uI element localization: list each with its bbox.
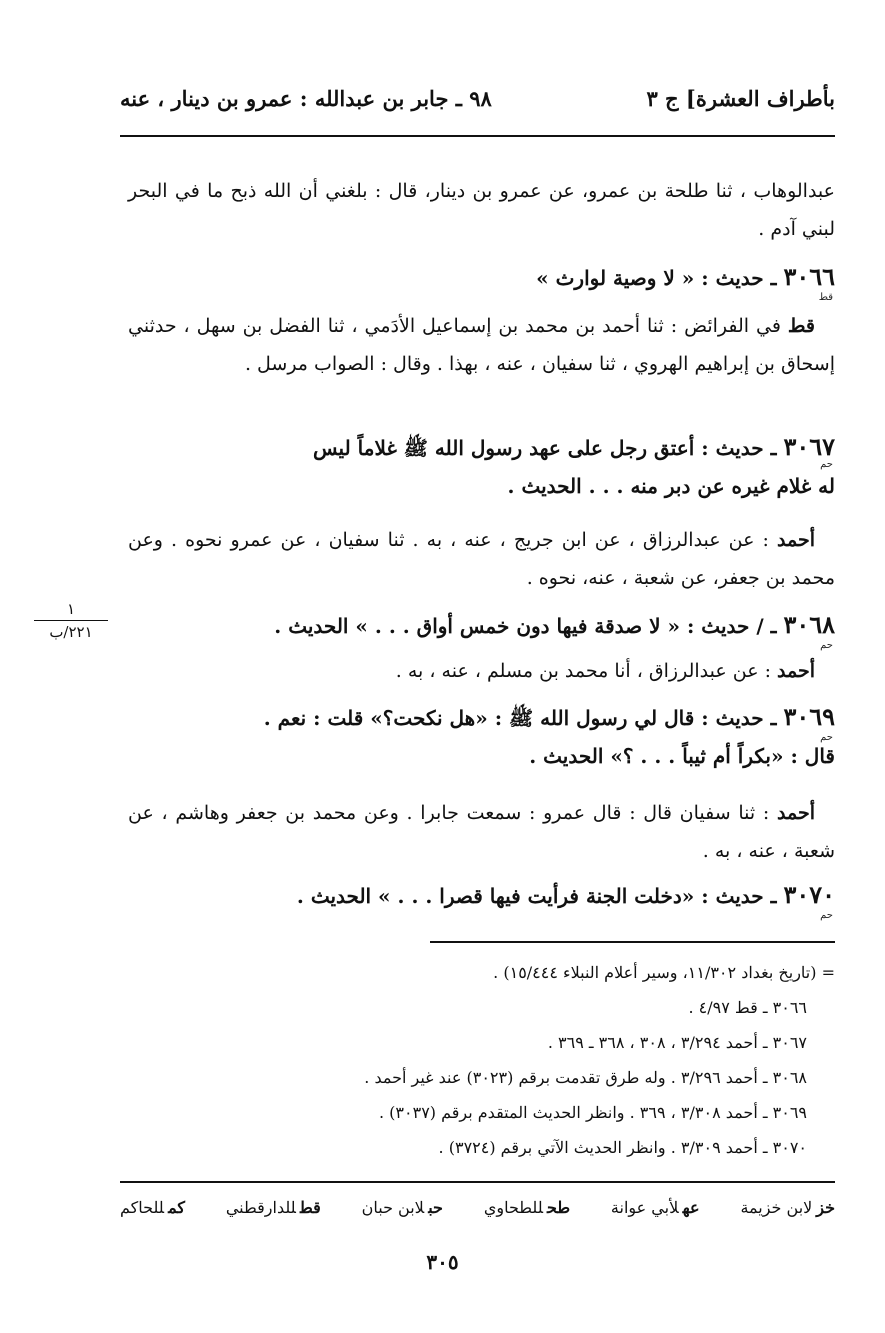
source-paragraph-3066 — [128, 307, 835, 383]
hadith-entry-3066 — [128, 258, 835, 297]
source-paragraph-3067 — [128, 521, 835, 597]
footnote-line: ٣٠٦٦ ـ قط ٤/٩٧ . — [688, 998, 807, 1017]
sigla-marker: حم — [820, 732, 833, 743]
abbreviation-item: عهلأبي عوانة — [610, 1198, 700, 1217]
abbreviation-item: حبلابن حبان — [361, 1198, 443, 1217]
footnote-line: ٣٠٦٧ ـ أحمد ٣/٢٩٤ ، ٣٠٨ ، ٣٦٨ ـ ٣٦٩ . — [547, 1033, 807, 1052]
margin-folio-reference: ٢٢١/ب — [49, 623, 93, 641]
sigla-marker: حم — [820, 910, 833, 921]
hadith-number: ٣٠٦٦ — [783, 262, 835, 291]
abbreviation-item: خزلابن خزيمة — [740, 1198, 835, 1217]
hadith-entry-3069 — [128, 698, 835, 775]
sigla-marker: حم — [820, 640, 833, 651]
source-text: في الفرائض : ثنا أحمد بن محمد بن إسماعيل الأدَمي ، ثنا الفضل بن سهل ، حدثني إسحاق بن إبراهيم الهروي ، ثنا سفيان ، عنه ، بهذا . وقال : الصواب مرسل . — [128, 315, 835, 375]
hadith-title: ـ حديث : أعتق رجل على عهد رسول الله ﷺ غلاماً ليس — [313, 436, 777, 460]
abbreviation-item: قطللدارقطني — [225, 1198, 321, 1217]
source-text: : عن عبدالرزاق ، أنا محمد بن مسلم ، عنه ، به . — [395, 660, 778, 682]
hadith-title: ـ / حديث : « لا صدقة فيها دون خمس أواق . . . » الحديث . — [274, 614, 777, 638]
header-rule — [120, 135, 835, 137]
footnote-line: ٣٠٧٠ ـ أحمد ٣/٣٠٩ . وانظر الحديث الآتي برقم (٣٧٢٤) . — [438, 1138, 807, 1157]
source-text: : عن عبدالرزاق ، عن ابن جريج ، عنه ، به . ثنا سفيان ، عن عمرو نحوه . وعن محمد بن جعفر، عن شعبة ، عنه، نحوه . — [128, 529, 835, 589]
source-label: أحمد — [777, 802, 815, 824]
hadith-entry-3067 — [128, 428, 835, 505]
margin-folio-number: ١ — [34, 600, 108, 621]
running-head-chapter: ٩٨ ـ جابر بن عبدالله : عمرو بن دينار ، عنه — [120, 86, 492, 111]
abbreviations-key — [120, 1198, 835, 1217]
footnote-line: ٣٠٦٩ ـ أحمد ٣/٣٠٨ ، ٣٦٩ . وانظر الحديث المتقدم برقم (٣٠٣٧) . — [378, 1103, 807, 1122]
footnote-rule — [430, 941, 835, 943]
footnotes — [195, 955, 835, 1165]
margin-folio-note — [34, 600, 108, 641]
abbreviation-item: طحللطحاوي — [483, 1198, 571, 1217]
sigla-marker: حم — [820, 459, 833, 470]
source-paragraph-3069 — [128, 794, 835, 870]
abbreviations-rule — [120, 1181, 835, 1183]
abbreviation-item: كمللحاكم — [120, 1198, 185, 1217]
source-label: قط — [787, 315, 815, 337]
hadith-number: ٣٠٦٧ — [783, 432, 835, 461]
hadith-title-continuation: له غلام غيره عن دبر منه . . . الحديث . — [507, 474, 835, 498]
page-number: ٣٠٥ — [426, 1250, 459, 1274]
source-label: أحمد — [777, 660, 815, 682]
hadith-entry-3068 — [128, 606, 835, 645]
footnote-line: = (تاريخ بغداد ١١/٣٠٢، وسير أعلام النبلاء ١٥/٤٤٤) . — [493, 963, 835, 982]
hadith-title: ـ حديث : «دخلت الجنة فرأيت فيها قصرا . . . » الحديث . — [296, 884, 777, 908]
source-text: : ثنا سفيان قال : قال عمرو : سمعت جابرا . وعن محمد بن جعفر وهاشم ، عن شعبة ، عنه ، به . — [128, 802, 835, 862]
hadith-title-continuation: قال : «بكراً أم ثيباً . . . ؟» الحديث . — [529, 744, 835, 768]
hadith-number: ٣٠٦٨ — [783, 610, 835, 639]
sigla-marker: قط — [818, 292, 833, 303]
hadith-number: ٣٠٦٩ — [783, 702, 835, 731]
running-head-book-title: بأطراف العشرة] ج ٣ — [646, 86, 835, 111]
running-head — [120, 86, 835, 120]
source-label: أحمد — [777, 529, 815, 551]
hadith-title: ـ حديث : « لا وصية لوارث » — [536, 266, 777, 290]
hadith-title: ـ حديث : قال لي رسول الله ﷺ : «هل نكحت؟» قلت : نعم . — [263, 706, 777, 730]
hadith-number: ٣٠٧٠ — [783, 880, 835, 909]
footnote-line: ٣٠٦٨ ـ أحمد ٣/٢٩٦ . وله طرق تقدمت برقم (٣٠٢٣) عند غير أحمد . — [364, 1068, 807, 1087]
hadith-entry-3070 — [128, 876, 835, 915]
source-paragraph-3068 — [128, 652, 835, 690]
continuation-paragraph: عبدالوهاب ، ثنا طلحة بن عمرو، عن عمرو بن دينار، قال : بلغني أن الله ذبح ما في البحر لبني آدم . — [128, 180, 835, 240]
